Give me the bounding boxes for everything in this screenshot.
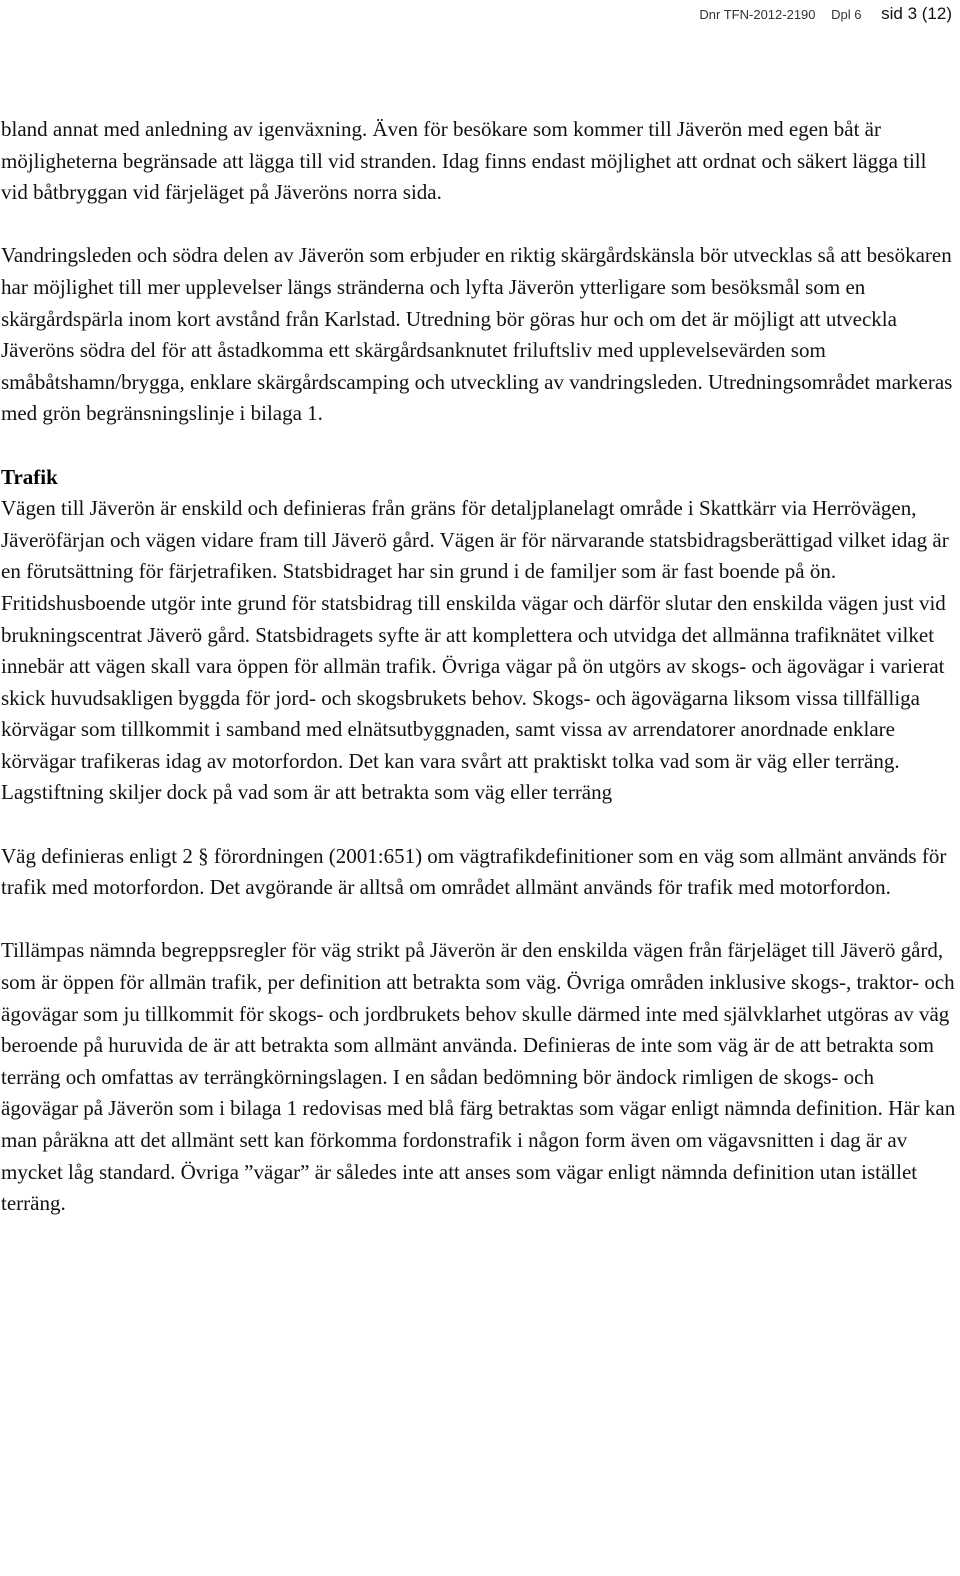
paragraph-gap: [1, 430, 956, 462]
paragraph-road-regulation: Väg definieras enligt 2 § förordningen (2001:651) om vägtrafikdefinitioner som en väg som allmänt används för trafik med motorfordon. Det avgörande är alltså om området allmänt används för trafik med motorfordon.: [1, 843, 947, 900]
paragraph-road-definition: Vägen till Jäverön är enskild och definieras från gräns för detaljplanelagt område i Skattkärr via Herrövägen, Jäveröfärjan och vägen vidare fram till Jäverö gård. Vägen är för närvarande statsbidragsberättigad vilket idag är en förutsättning för färjetrafiken. Statsbidraget har sin grund i de familjer som är fast boende på ön. Fritidshusboende utgör inte grund för statsbidrag till enskilda vägar och därför slutar den enskilda vägen just vid brukningscentrat Jäverö gård. Statsbidragets syfte är att komplettera och utvidga det allmänna trafiknätet vilket innebär att vägen skall vara öppen för allmän trafik. Övriga vägar på ön utgörs av skogs- och ägovägar i varierat skick huvudsakligen byggda för jord- och skogsbrukets behov. Skogs- och ägovägarna liksom vissa tillfälliga körvägar som tillkommit i samband med elnätsutbyggnaden, samt vissa av arrendatorer anordnade enklare körvägar trafikeras idag av motorfordon. Det kan vara svårt att praktiskt tolka vad som är väg eller terräng. Lagstiftning skiljer dock på vad som är att betrakta som väg eller terräng: [1, 496, 949, 805]
document-number: Dnr TFN-2012-2190: [699, 7, 816, 22]
paragraph-gap: [1, 904, 956, 936]
paragraph-hiking-trail: Vandringsleden och södra delen av Jäverön som erbjuder en riktig skärgårdskänsla bör utvecklas så att besökaren har möjlighet till mer upplevelser längs stränderna och lyfta Jäverön ytterligare som besöksmål som en skärgårdspärla inom kort avstånd från Karlstad. Utredning bör göras hur och om det är möjligt att utveckla Jäveröns södra del för att åstadkomma ett skärgårdsanknutet friluftsliv med upplevelsevärden som småbåtshamn/brygga, enklare skärgårdscamping och utveckling av vandringsleden. Utredningsområdet markeras med grön begränsningslinje i bilaga 1.: [1, 243, 953, 426]
paragraph-gap: [1, 209, 956, 241]
page-header: [699, 4, 952, 24]
paragraph-road-application: Tillämpas nämnda begreppsregler för väg strikt på Jäverön är den enskilda vägen från färjeläget till Jäverö gård, som är öppen för allmän trafik, per definition att betrakta som väg. Övriga områden inklusive skogs-, traktor- och ägovägar som ju tillkommit för skogs- och jordbrukets behov skulle därmed inte med självklarhet utgöras av väg beroende på huruvida de är att betrakta som allmänt använda. Definieras de inte som väg är de att betrakta som terräng och omfattas av terrängkörningslagen. I en sådan bedömning bör ändock rimligen de skogs- och ägovägar på Jäverön som i bilaga 1 redovisas med blå färg betraktas som vägar enligt nämnda definition. Här kan man påräkna att det allmänt sett kan förkomma fordonstrafik i någon form även om vägavsnitten i dag är av mycket låg standard. Övriga ”vägar” är således inte att anses som vägar enligt nämnda definition utan istället terräng.: [1, 938, 956, 1216]
page-number: sid 3 (12): [881, 4, 952, 23]
section-heading-trafik: Trafik: [1, 464, 58, 489]
paragraph-visitors-boats: bland annat med anledning av igenväxning. Även för besökare som kommer till Jäverön med egen båt är möjligheterna begränsade att lägga till vid stranden. Idag finns endast möjlighet att ordnat och säkert lägga till vid båtbryggan vid färjeläget på Jäveröns norra sida.: [1, 117, 927, 205]
paragraph-gap: [1, 809, 956, 841]
document-body: [1, 114, 956, 1220]
document-part: Dpl 6: [831, 7, 862, 22]
